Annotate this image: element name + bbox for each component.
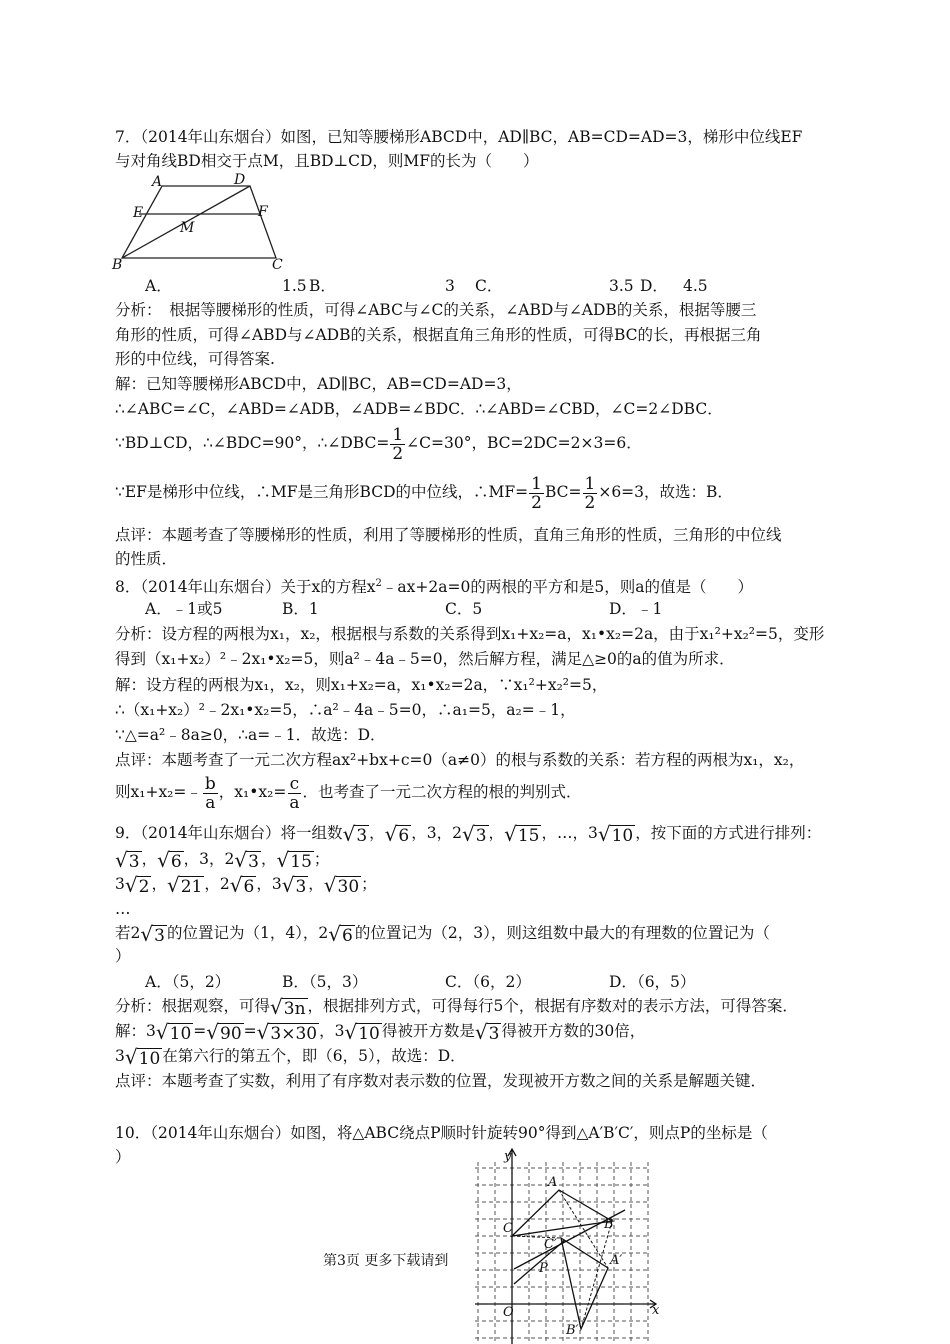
q8-comment-2: 则x₁+x₂=﹣ $\frac{b}{a}$ ，x₁•x₂= $\frac{c}{a}$ ．也考查了一元二次方程的根的判别式． [115, 773, 582, 813]
label-C: C [272, 257, 283, 272]
q7-trapezoid-figure [108, 170, 298, 272]
q9-choice-a: A．（5，2） [145, 973, 231, 991]
q7-solution-2: ∴∠ABC=∠C，∠ABD=∠ADB，∠ADB=∠BDC．∴∠ABD=∠CBD，∠C=2∠DBC． [115, 400, 723, 418]
fraction-c-over-a: $\frac{c}{a}$ [289, 773, 300, 813]
q7-choice-a-value: 1.5 [282, 277, 307, 295]
fraction-b-over-a: $\frac{b}{a}$ [204, 773, 216, 813]
q7-choice-a: A． [145, 277, 172, 295]
q7-solution-3: ∵BD⊥CD，∴∠BDC=90°，∴∠DBC= $\frac{1}{2}$ ∠C=30°，BC=2DC=2×3=6． [115, 424, 642, 464]
q9-row-2: 3 √ 2 ， √ 21 ，2 √ 6 ，3 √ 3 ， √ 30 ； [115, 873, 377, 897]
q8-choice-c: C．5 [445, 600, 483, 618]
q8-solution-3: ∵△=a²﹣8a≥0，∴a=﹣1．故选：D． [115, 726, 386, 744]
q7-comment-1: 点评：本题考查了等腰梯形的性质，利用了等腰梯形的性质，直角三角形的性质，三角形的中位线 [115, 526, 782, 544]
label-A-prime: A′ [610, 1253, 623, 1268]
q10-grid-figure [470, 1144, 670, 1344]
q7-choice-d: D． [640, 277, 668, 295]
q8-choice-a: A．﹣1或5 [145, 600, 223, 618]
label-M: M [180, 220, 195, 236]
q10-stem-line-2: ） [115, 1148, 131, 1166]
q8-analysis-1: 分析：设方程的两根为x₁，x₂，根据根与系数的关系得到x₁+x₂=a，x₁•x₂=2a，由于x₁²+x₂²=5，变形 [115, 625, 825, 643]
q8-stem: 8．（2014年山东烟台）关于x的方程$x^2﹣ax+2a=0$的两根的平方和是5，则a的值是（ ） [115, 578, 753, 597]
q10-stem-line-1: 10．（2014年山东烟台）如图，将△ABC绕点P顺时针旋转90°得到△A′B′C′，则点P的坐标是（ [115, 1124, 768, 1142]
q7-stem-line-2: 与对角线BD相交于点M，且BD⊥CD，则MF的长为（ ） [115, 152, 539, 170]
q8-choice-d: D．﹣1 [609, 600, 663, 618]
q7-comment-2: 的性质． [115, 550, 178, 568]
q9-solution-1: 解：3 √ 10 = √ 90 = √ 3×30 ，3 √ 10 得被开方数是 √ 3 得被开方数的30倍， [115, 1020, 646, 1044]
q9-choice-d: D．（6，5） [609, 973, 696, 991]
q7-solution-4: ∵EF是梯形中位线，∴MF是三角形BCD的中位线，∴MF= $\frac{1}{2}$ BC= $\frac{1}{2}$ ×6=3，故选：B． [115, 473, 733, 513]
q8-analysis-2: 得到（x₁+x₂）²﹣2x₁•x₂=5，则a²﹣4a﹣5=0，然后解方程，满足△≥0的a的值为所求． [115, 650, 735, 668]
q9-solution-2: 3 √ 10 在第六行的第五个，即（6，5），故选：D． [115, 1045, 466, 1069]
q9-choice-b: B．（5，3） [282, 973, 368, 991]
origin-label: O [503, 1305, 514, 1320]
label-D: D [234, 172, 246, 188]
label-B: B [604, 1217, 614, 1232]
q8-comment-1: 点评：本题考查了一元二次方程ax²+bx+c=0（a≠0）的根与系数的关系：若方程的两根为x₁，x₂， [115, 751, 805, 769]
label-A: A [152, 174, 163, 190]
label-B-prime: B′ [566, 1323, 579, 1338]
q9-position-line: 若2 √ 3 的位置记为（1，4），2 √ 6 的位置记为（2，3），则这组数中最大的有理数的位置记为（ [115, 922, 770, 946]
q9-row-1: √ 3 ， √ 6 ，3，2 √ 3 ， √ 15 ； [115, 848, 330, 872]
page-footer: 第3页 更多下载请到 [323, 1253, 449, 1269]
q8-solution-1: 解：设方程的两根为x₁，x₂，则x₁+x₂=a，x₁•x₂=2a，∵x₁²+x₂²=5， [115, 676, 608, 694]
axis-label-y: y [504, 1149, 512, 1164]
fraction-one-half: $\frac{1}{2}$ [531, 473, 542, 513]
q9-analysis: 分析：根据观察，可得 √ 3n ，根据排列方式，可得每行5个，根据有序数对的表示方法，可得答案． [115, 995, 798, 1019]
label-C-prime: C′ [544, 1237, 557, 1252]
label-C: C [503, 1221, 513, 1236]
label-B: B [112, 257, 123, 272]
q7-analysis-1: 分析： 根据等腰梯形的性质，可得∠ABC与∠C的关系，∠ABD与∠ADB的关系，根据等腰三 [115, 301, 757, 319]
fraction-one-half: $\frac{1}{2}$ [584, 473, 596, 513]
q9-position-close: ） [115, 947, 131, 965]
q8-choice-b: B．1 [282, 600, 319, 618]
q7-choice-b: B． [309, 277, 336, 295]
q9-ellipsis: … [115, 900, 131, 918]
label-F: F [258, 204, 268, 220]
q9-stem: 9．（2014年山东烟台）将一组数 √ 3 ， √ 6 ，3，2 √ 3 ， √ 15 ，…，3 √ 10 ，按下面的方式进行排列： [115, 822, 822, 846]
q9-comment: 点评：本题考查了实数，利用了有序数对表示数的位置，发现被开方数之间的关系是解题关键． [115, 1072, 767, 1090]
label-E: E [133, 205, 144, 221]
q7-solution-1: 解：已知等腰梯形ABCD中，AD∥BC，AB=CD=AD=3， [115, 375, 522, 393]
label-P: P [539, 1261, 548, 1276]
q7-choice-b-value: 3 [445, 277, 455, 295]
q7-choice-c-value: 3.5 [609, 277, 634, 295]
q7-analysis-2: 角形的性质，可得∠ABD与∠ADB的关系，根据直角三角形的性质，可得BC的长，再根据三角 [115, 326, 762, 344]
label-A: A [548, 1175, 558, 1190]
q7-analysis-3: 形的中位线，可得答案. [115, 350, 275, 368]
q7-stem-line-1: 7．（2014年山东烟台）如图，已知等腰梯形ABCD中，AD∥BC，AB=CD=AD=3，梯形中位线EF [115, 128, 803, 146]
q8-solution-2: ∴（x₁+x₂）²﹣2x₁•x₂=5，∴a²﹣4a﹣5=0，∴a₁=5，a₂=﹣1， [115, 701, 576, 719]
q7-choice-c: C． [475, 277, 503, 295]
axis-label-x: x [652, 1303, 660, 1318]
q9-choice-c: C．（6，2） [445, 973, 531, 991]
fraction-one-half: $\frac{1}{2}$ [392, 424, 404, 464]
q7-choice-d-value: 4.5 [683, 277, 708, 295]
